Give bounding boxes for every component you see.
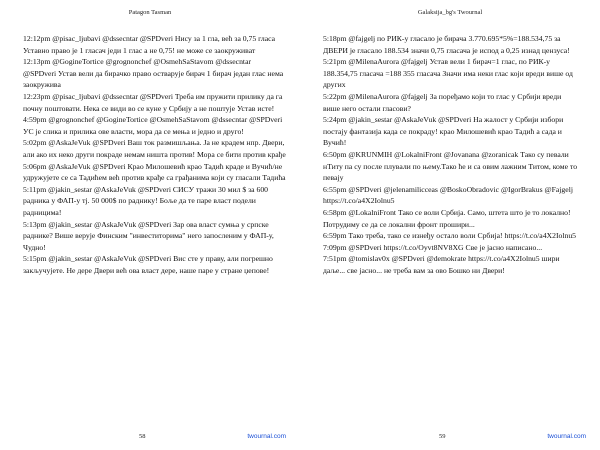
- tweet-entry: 5:15pm @jakin_sestar @AskaJeVuk @SPDveri Вис сте у праву, али погрешно закључујете. Не дере Двери већ ова власт дере, наше паре у стране џепове!: [23, 254, 273, 275]
- tweet-entry: 5:22pm @MilenaAurora @fajgelj За поређамо који то глас у Србији вреди више него остали гласови?: [323, 91, 562, 113]
- tweet-entry: 12:23pm @pisac_ljubavi @dssecntar @SPDveri Треба им пружити прилику да га почну поштовати. Нека се види во се куне у Србију а не поштује Устав исте!: [23, 91, 283, 113]
- page-number: 59: [439, 433, 446, 440]
- tweet-entry: 6:58pm @LokalniFront Тако се воли Србија. Само, штета што је то локално! Потрудиму се да се локални фронт прошири...: [323, 207, 571, 229]
- tweet-entry: 5:18pm @fajgelj по РИК-у гласало је бирача 3.770.695*5%=188.534,75 за ДВЕРИ је гласало 188.534 значи 0,75 гласача је испод а 0,25 изнад цензуса!: [323, 34, 570, 55]
- tweet-entry: 7:51pm @tomislav0x @SPDveri @demokrate https://t.co/a4X2Iolnu5 шири даље... све јасно... не треба вам за ово Бошко ни Двери!: [323, 254, 560, 275]
- running-header: Patagon Tasman: [128, 9, 172, 16]
- tweet-entry: 5:06pm @AskaJeVuk @SPDveri Крао Милошевић крао Тадић краде и Вучић/не удружујете се са Тадићем већ против крађе са грађанима који су гласали Тадића: [23, 161, 286, 183]
- running-header: Galaksija_bg's Twournal: [417, 9, 483, 16]
- tweet-entry: 12:12pm @pisac_ljubavi @dssecntar @SPDveri Нису за 1 гла, већ за 0,75 гласа Уставно право је 1 гласач једи 1 глас а не 0,75! не може се заокруживат: [23, 34, 276, 55]
- site-link[interactable]: twournal.com: [547, 433, 586, 440]
- tweet-list: [323, 33, 580, 276]
- tweet-entry: 5:24pm @jakin_sestar @AskaJeVuk @SPDveri На жалост у Србији избори постају фантазија када се покраду! крао Милошевић крао Тадић а сада и Вучић!: [323, 115, 564, 148]
- right-page: [300, 0, 600, 450]
- tweet-entry: 6:50pm @KRUNMIH @LokalniFront @Jovanana @zoranicak Тако су певали нТиту па су после плували по њему.Тако ће и са овим лажним Титом, коме то певају: [323, 149, 578, 183]
- tweet-entry: 5:11pm @jakin_sestar @AskaJeVuk @SPDveri СИСУ тражи 30 мил $ за 600 радника у ФАП-у тј. 50 000$ по раднику! Боље да те паре власт подели радницима!: [23, 184, 269, 217]
- tweet-entry: 5:13pm @jakin_sestar @AskaJeVuk @SPDveri Зар ова власт сумња у српске раднике? Више верује Финским "инвеститорима" него запосленим у ФАП-у, Чудно!: [23, 219, 274, 252]
- tweet-entry: 5:02pm @AskaJeVuk @SPDveri Ваш ток размишљања. Ја не крадем нпр. Двери, али ако их неко други покраде немам ништа против! Мора се бити против крађе: [23, 138, 286, 159]
- page-number: 58: [139, 433, 146, 440]
- tweet-entry: 12:13pm @GogineTortice @grognonchef @OsmehSaStavom @dssecntar @SPDveri Устав вели да бирачко право остварује бирач 1 бирач један глас нема заокружива: [23, 57, 284, 90]
- tweet-entry: 6:55pm @SPDveri @jelenamilicceas @BoskoObradovic @IgorBrakus @Fajgelj https://t.co/a4X2Iolnu5: [323, 184, 573, 206]
- site-link[interactable]: twournal.com: [247, 433, 286, 440]
- tweet-list: [23, 33, 286, 276]
- tweet-entry: 7:09pm @SPDveri https://t.co/Oyvt8NV8XG Све је јасно написано...: [323, 242, 543, 252]
- tweet-entry: 4:59pm @grognonchef @GogineTortice @OsmehSaStavom @dssecntar @SPDveri УС је слика и прилика ове власти, мора да се мења и једно и друго!: [23, 115, 283, 136]
- tweet-entry: 5:21pm @MilenaAurora @fajgelj Устав вели 1 бирач=1 глас, по РИК-у 188.354,75 гласача =188 355 гласача Значи има неки глас који вреди више од других: [323, 57, 573, 90]
- tweet-entry: 6:59pm Тако треба, тако се изнеђу остало воли Србија! https://t.co/a4X2Iolnu5: [323, 231, 577, 241]
